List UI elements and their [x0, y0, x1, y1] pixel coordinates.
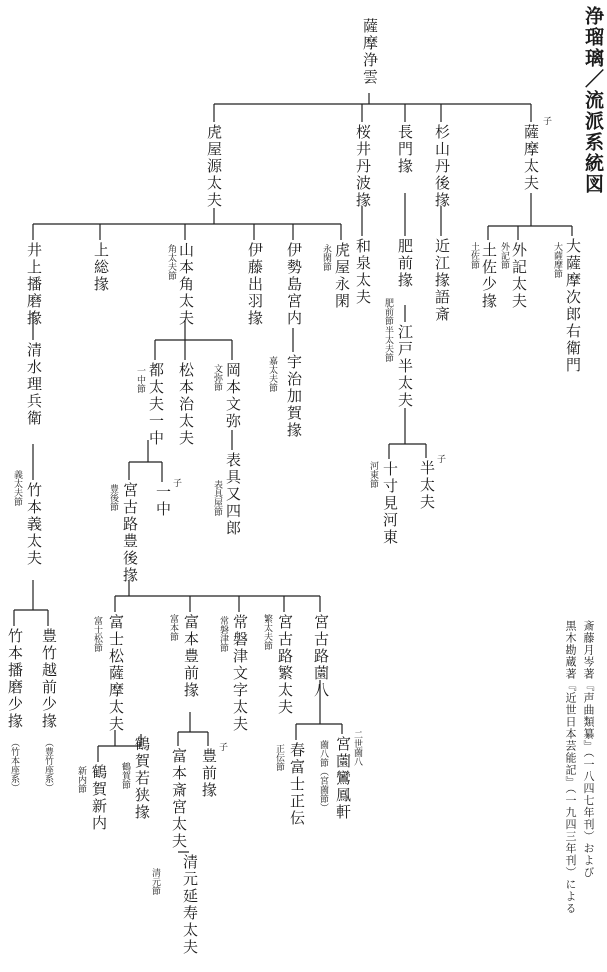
note-kakudayu-bushi: 角太夫節 — [166, 244, 176, 280]
node-sugiyama-tango-no-jo: 杉山丹後掾 — [433, 124, 451, 209]
node-jussun-mi-kato: 十寸見河東 — [381, 461, 399, 546]
child-marker: 子 — [543, 117, 553, 127]
note-geki-bushi: 外記節 — [499, 242, 509, 269]
node-tomimoto-itsuki-miyadayu: 富本斎宮太夫 — [170, 748, 188, 850]
node-geki-dayu: 外記太夫 — [510, 242, 528, 310]
node-omotegu-matashiro: 表具又四郎 — [224, 452, 242, 537]
note-nisei-sonohachi: 二世薗八 — [352, 730, 362, 766]
note-itchu-bushi: 一中節 — [135, 366, 145, 393]
node-takemoto-harima-shojo: 竹本播磨少掾 — [6, 628, 24, 730]
note-tosa-bushi: 土佐節 — [469, 242, 479, 269]
node-matsumoto-jidayu: 松本治太夫 — [177, 362, 195, 447]
node-miyazono-ranpoken: 宮薗鸞鳳軒 — [334, 736, 352, 821]
node-tsuruga-shinnai: 鶴賀新内 — [90, 764, 108, 832]
node-itchu-2: 一中 — [154, 484, 172, 518]
node-harutomi-shoden: 春富士正伝 — [288, 742, 306, 827]
note-omotegu-bushi: 表具屋節 — [212, 480, 222, 516]
node-tosa-shojo: 土佐少掾 — [480, 242, 498, 310]
node-takemoto-gidayu: 竹本義太夫 — [25, 482, 43, 567]
child-marker: 子 — [219, 743, 229, 753]
note-shoden-bushi: 正伝節 — [274, 744, 284, 771]
node-shimizu-ribei: 清水理兵衛 — [25, 342, 43, 427]
note-tokiwazu-bushi: 常磐津節 — [218, 616, 228, 652]
node-ise-shima-kunai: 伊勢島宮内 — [285, 242, 303, 327]
note-shinnai-bushi: 新内節 — [76, 766, 86, 793]
node-sakurai-tanbanojo: 桜井丹波掾 — [354, 124, 372, 209]
source-line-2: 黒木勘蔵著『近世日本芸能記』（一九四三年刊）による — [564, 620, 577, 915]
node-satsuma-joun: 薩摩浄雲 — [361, 18, 379, 86]
note-hizen-bushi: 肥前節 — [383, 298, 393, 325]
note-bunya-bushi: 文弥節 — [212, 364, 222, 391]
node-tokiwazu-mojidayu: 常磐津文字太夫 — [231, 614, 249, 733]
node-ito-dewa-no-jo: 伊藤出羽掾 — [246, 242, 264, 327]
node-fujimatsu-satsuma-dayu: 富士松薩摩太夫 — [107, 614, 125, 733]
node-hizen-no-jo: 肥前掾 — [396, 238, 414, 289]
note-tsuruga-bushi: 鶴賀節 — [120, 762, 130, 789]
node-kazusa-no-jo: 上総掾 — [92, 242, 110, 293]
node-inoue-harima-no-jo: 井上播磨掾 — [25, 242, 43, 327]
note-tomimoto-bushi: 富本節 — [168, 614, 178, 641]
note-shigedayu-bushi: 繁太夫節 — [262, 614, 272, 650]
node-tsuruga-wakasa-no-jo: 鶴賀若狭掾 — [133, 736, 151, 821]
note-kiyomoto-bushi: 清元節 — [150, 868, 160, 895]
node-toyotake-echizen-shojo: 豊竹越前少掾 — [40, 628, 58, 730]
page-title: 浄瑠璃／流派系統図 — [582, 6, 604, 195]
note-toyotake-za: （豊竹座系） — [43, 738, 53, 792]
node-uji-kaga-no-jo: 宇治加賀掾 — [285, 354, 303, 439]
node-izumi-dayu: 和泉太夫 — [354, 238, 372, 306]
node-miyakoji-bungo-no-jo: 宮古路豊後掾 — [121, 482, 139, 584]
node-kiyomoto-enjudayu: 清元延寿太夫 — [181, 854, 199, 956]
note-kato-bushi: 河東節 — [368, 461, 378, 488]
note-takemoto-za: （竹本座系） — [9, 738, 19, 792]
node-omi-no-jo-gosai: 近江掾語斎 — [433, 238, 451, 323]
note-fujimatsu-bushi: 富士松節 — [92, 616, 102, 652]
note-gidayu-bushi: 義太夫節 — [12, 470, 22, 506]
node-satsuma-dayu: 薩摩太夫 — [522, 124, 540, 192]
note-handayu-bushi: 半太夫節 — [383, 326, 393, 362]
node-okamoto-bunya: 岡本文弥 — [224, 362, 242, 430]
child-marker: 子 — [437, 455, 447, 465]
note-satsuma-bushi: 大薩摩節 — [552, 242, 562, 278]
note-kaga-bushi: 嘉太夫節 — [267, 356, 277, 392]
child-marker: 子 — [173, 479, 183, 489]
node-miyakoji-shigedayu: 宮古路繁太夫 — [276, 614, 294, 716]
node-handayu: 半太夫 — [418, 460, 436, 511]
note-bungo-bushi: 豊後節 — [108, 484, 118, 511]
node-toraya-gendayu: 虎屋源太夫 — [205, 124, 223, 209]
node-buzen-no-jo-2: 豊前掾 — [200, 748, 218, 799]
source-line-1: 斎藤月岑著『声曲類纂』（一八四七年刊）および — [582, 620, 595, 879]
node-osatsuma-jiroemon: 大薩摩次郎右衛門 — [564, 238, 582, 374]
note-sonohachi-bushi: 薗八節（宮薗節） — [318, 740, 328, 812]
node-edo-handayu: 江戸半太夫 — [396, 324, 414, 409]
node-nagato-no-jo: 長門掾 — [396, 124, 414, 175]
node-miyako-dayu-itchu: 都太夫一中 — [147, 362, 165, 447]
node-yamamoto-kakudayu: 山本角太夫 — [177, 242, 195, 327]
node-toraya-eikan: 虎屋永閑 — [333, 242, 351, 310]
node-miyakoji-sonohachi: 宮古路薗八 — [312, 614, 330, 699]
node-tomimoto-buzen-no-jo: 富本豊前掾 — [182, 614, 200, 699]
note-eikan-bushi: 永閑節 — [321, 244, 331, 271]
